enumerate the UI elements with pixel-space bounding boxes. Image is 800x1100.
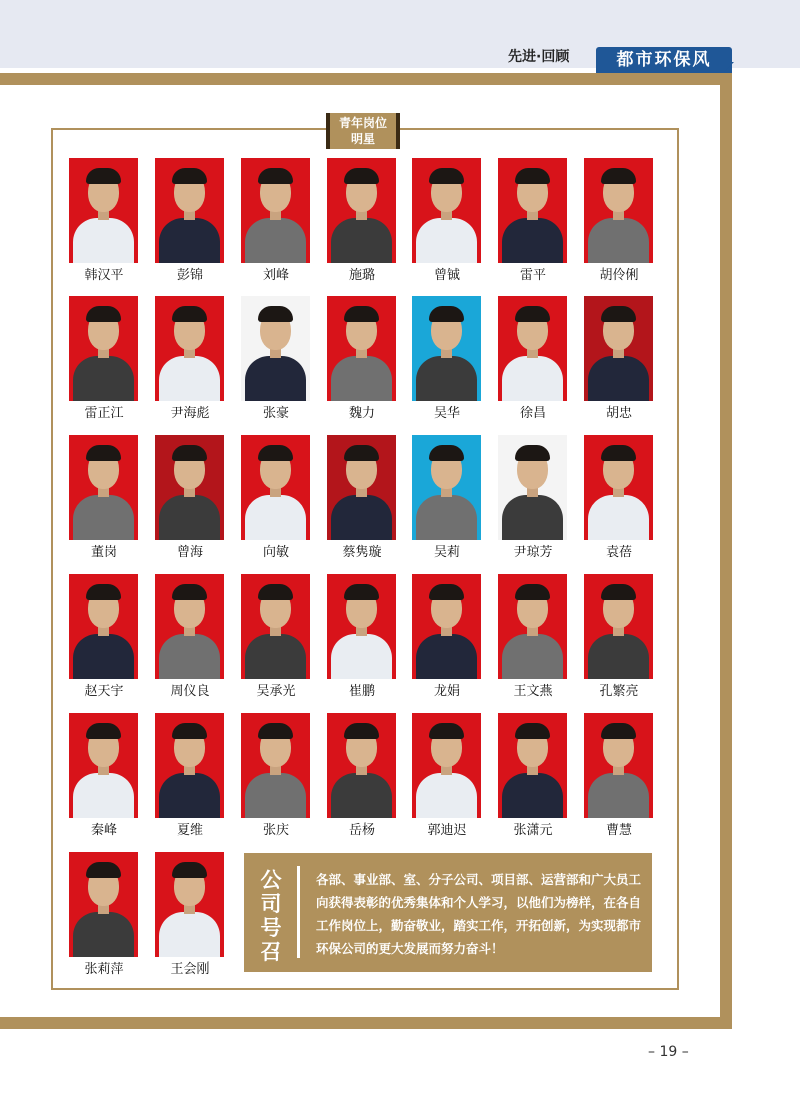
portrait-photo [412, 158, 481, 263]
person-card [327, 435, 399, 561]
brand-logo: 都市环保风 [596, 47, 732, 73]
person-name: 郭迪迟 [427, 823, 467, 838]
person-name: 向敏 [262, 545, 289, 560]
person-name: 刘峰 [262, 268, 289, 283]
call-text: 各部、事业部、室、分子公司、项目部、运营部和广大员工向获得表彰的优秀集体和个人学习，以他们为榜样，在各自工作岗位上，勤奋敬业，踏实工作，开拓创新，为实现都市环保公司的更大发展而努力奋斗！ [316, 872, 642, 956]
portrait-photo [155, 713, 224, 818]
call-divider [297, 866, 300, 958]
person-name: 徐昌 [519, 406, 546, 421]
portrait-photo [498, 158, 567, 263]
person-card [327, 574, 399, 700]
portrait-photo [327, 296, 396, 401]
portrait-photo [584, 296, 653, 401]
person-card [327, 158, 399, 284]
person-card [327, 713, 399, 839]
person-name: 王文燕 [513, 684, 553, 699]
person-name: 秦峰 [90, 823, 117, 838]
person-name: 胡忠 [605, 406, 632, 421]
portrait-photo [69, 852, 138, 957]
portrait-photo [498, 574, 567, 679]
person-card [584, 296, 656, 422]
portrait-photo [155, 158, 224, 263]
portrait-photo [241, 713, 310, 818]
person-name: 孔繁亮 [599, 684, 639, 699]
person-card [241, 574, 313, 700]
person-card [155, 574, 227, 700]
portrait-photo [498, 713, 567, 818]
person-card [584, 158, 656, 284]
person-name: 岳杨 [348, 823, 375, 838]
person-name: 吴莉 [433, 545, 460, 560]
person-card [155, 158, 227, 284]
person-name: 施璐 [348, 268, 375, 283]
portrait-photo [584, 435, 653, 540]
portrait-photo [327, 713, 396, 818]
person-card [155, 435, 227, 561]
person-card [412, 435, 484, 561]
person-name: 尹琼芳 [513, 545, 553, 560]
person-card [498, 435, 570, 561]
portrait-photo [412, 296, 481, 401]
section-title-line-1: 青年岗位 [338, 116, 387, 130]
person-name: 张豪 [262, 406, 289, 421]
person-name: 夏维 [176, 823, 203, 838]
person-card [241, 158, 313, 284]
portrait-photo [327, 158, 396, 263]
person-card [155, 852, 227, 978]
brand-corner [724, 62, 734, 72]
portrait-photo [69, 435, 138, 540]
person-name: 董岗 [90, 545, 117, 560]
person-name: 王会刚 [170, 962, 210, 977]
page-number: – 19 – [648, 1044, 689, 1060]
person-card [327, 296, 399, 422]
portrait-photo [241, 435, 310, 540]
portrait-photo [241, 574, 310, 679]
person-name: 袁蓓 [605, 545, 632, 560]
person-name: 魏力 [348, 406, 375, 421]
portrait-photo [155, 852, 224, 957]
person-name: 尹海彪 [170, 406, 210, 421]
person-card [584, 574, 656, 700]
portrait-photo [241, 158, 310, 263]
person-name: 周仪良 [170, 684, 210, 699]
portrait-photo [155, 574, 224, 679]
person-card [241, 435, 313, 561]
person-name: 张庆 [262, 823, 289, 838]
person-name: 曾铖 [433, 268, 460, 283]
person-card [69, 435, 141, 561]
person-card [241, 296, 313, 422]
portrait-photo [412, 574, 481, 679]
portrait-photo [412, 713, 481, 818]
person-name: 曹慧 [605, 823, 632, 838]
person-name: 雷正江 [84, 406, 124, 421]
portrait-photo [69, 713, 138, 818]
portrait-photo [498, 296, 567, 401]
person-name: 张潇元 [513, 823, 553, 838]
person-card [412, 574, 484, 700]
person-card [584, 435, 656, 561]
portrait-photo [327, 435, 396, 540]
person-name: 蔡隽璇 [342, 545, 382, 560]
section-label: 先进·回顾 [508, 49, 570, 65]
call-title: 公 司 号 召 [260, 868, 282, 964]
person-card [498, 158, 570, 284]
person-card [69, 852, 141, 978]
portrait-photo [241, 296, 310, 401]
person-card [498, 296, 570, 422]
section-title-line-2: 明星 [350, 132, 375, 146]
person-card [412, 713, 484, 839]
portrait-photo [584, 574, 653, 679]
portrait-photo [327, 574, 396, 679]
portrait-photo [498, 435, 567, 540]
person-name: 赵天宇 [84, 684, 124, 699]
portrait-photo [69, 574, 138, 679]
person-name: 崔鹏 [348, 684, 375, 699]
person-card [69, 574, 141, 700]
portrait-photo [155, 296, 224, 401]
person-card [498, 574, 570, 700]
person-name: 胡伶俐 [599, 268, 639, 283]
portrait-photo [584, 713, 653, 818]
person-card [241, 713, 313, 839]
person-card [69, 296, 141, 422]
person-card [69, 158, 141, 284]
portrait-photo [155, 435, 224, 540]
person-name: 彭锦 [176, 268, 203, 283]
portrait-photo [412, 435, 481, 540]
person-name: 吴华 [433, 406, 460, 421]
person-name: 吴承光 [256, 684, 296, 699]
person-name: 张莉萍 [84, 962, 124, 977]
portrait-photo [69, 296, 138, 401]
person-card [155, 296, 227, 422]
person-card [155, 713, 227, 839]
person-name: 韩汉平 [84, 268, 124, 283]
person-name: 曾海 [176, 545, 203, 560]
portrait-photo [69, 158, 138, 263]
person-card [412, 158, 484, 284]
person-card [412, 296, 484, 422]
person-card [584, 713, 656, 839]
portrait-photo [584, 158, 653, 263]
person-name: 雷平 [519, 268, 546, 283]
person-card [69, 713, 141, 839]
section-title [330, 113, 396, 149]
person-name: 龙娟 [433, 684, 460, 699]
person-card [498, 713, 570, 839]
